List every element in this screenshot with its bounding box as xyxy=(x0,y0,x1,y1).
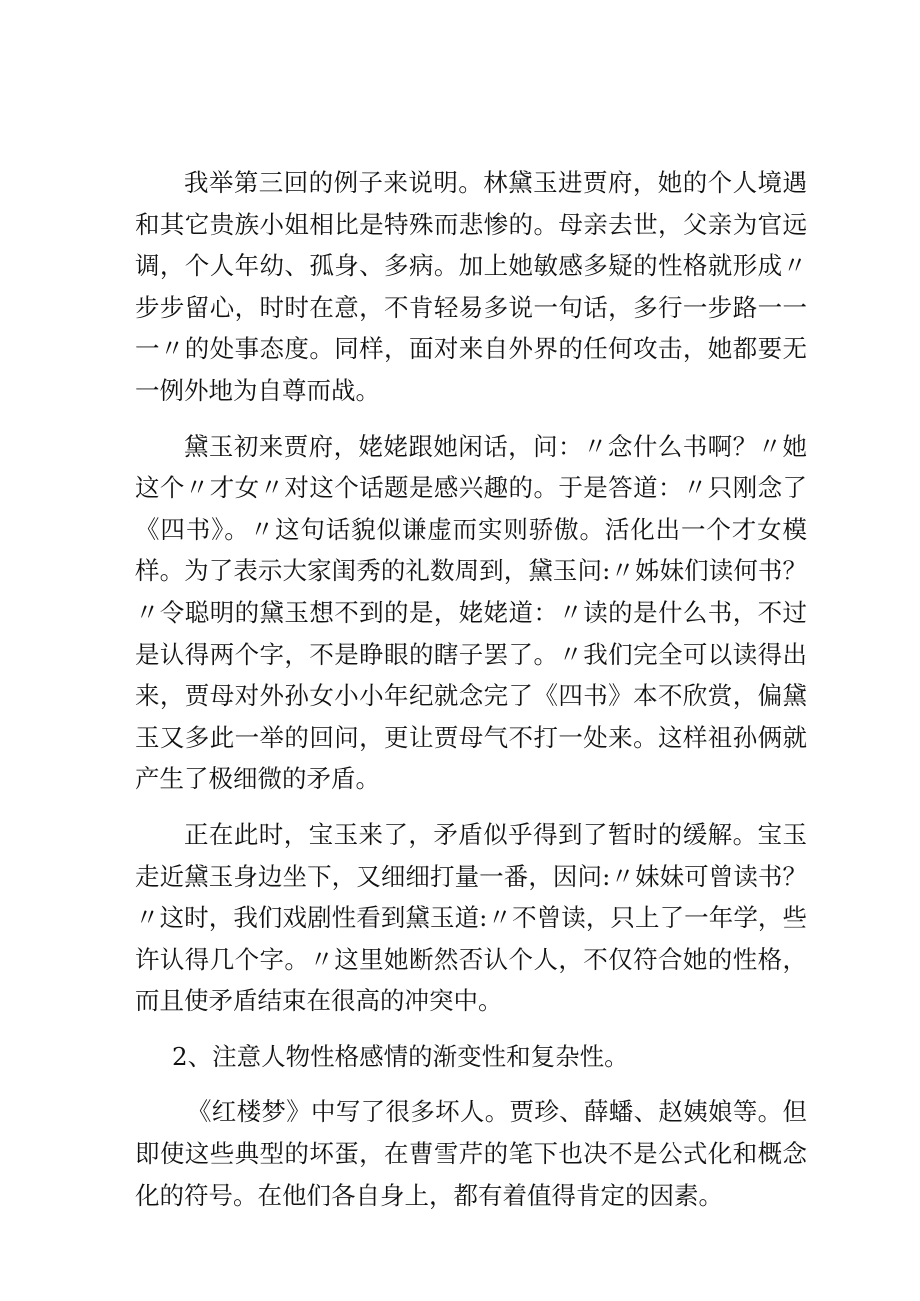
paragraph-1: 我举第三回的例子来说明。林黛玉进贾府，她的个人境遇和其它贵族小姐相比是特殊而悲惨的。母亲去世，父亲为官远调，个人年幼、孤身、多病。加上她敏感多疑的性格就形成〃步步留心，时时在意，不肯轻易多说一句话，多行一步路一一一〃的处事态度。同样，面对来自外界的任何攻击，她都要无一例外地为自尊而战。 xyxy=(135,168,807,405)
paragraph-2: 黛玉初来贾府，姥姥跟她闲话，问：〃念什么书啊？〃她这个〃才女〃对这个话题是感兴趣的。于是答道：〃只刚念了《四书》。〃这句话貌似谦虚而实则骄傲。活化出一个才女模样。为了表示大家闺秀的礼数周到，黛玉问:〃姊妹们读何书？〃令聪明的黛玉想不到的是，姥姥道：〃读的是什么书，不过是认得两个字，不是睁眼的瞎子罢了。〃我们完全可以读得出来，贾母对外孙女小小年纪就念完了《四书》本不欣赏，偏黛玉又多此一举的回问，更让贾母气不打一处来。这样祖孙俩就产生了极细微的矛盾。 xyxy=(135,431,807,794)
paragraph-4: 《红楼梦》中写了很多坏人。贾珍、薛蟠、赵姨娘等。但即使这些典型的坏蛋，在曹雪芹的笔下也决不是公式化和概念化的符号。在他们各自身上，都有着值得肯定的因素。 xyxy=(135,1097,807,1210)
paragraph-3: 正在此时，宝玉来了，矛盾似乎得到了暂时的缓解。宝玉走近黛玉身边坐下，又细细打量一番，因问:〃妹妹可曾读书？〃这时，我们戏剧性看到黛玉道:〃不曾读，只上了一年学，些许认得几个字。〃这里她断然否认个人，不仅符合她的性格，而且使矛盾结束在很高的冲突中。 xyxy=(135,819,807,1016)
section-heading: 2、注意人物性格感情的渐变性和复杂性。 xyxy=(172,1041,629,1071)
document-body xyxy=(135,162,807,1230)
